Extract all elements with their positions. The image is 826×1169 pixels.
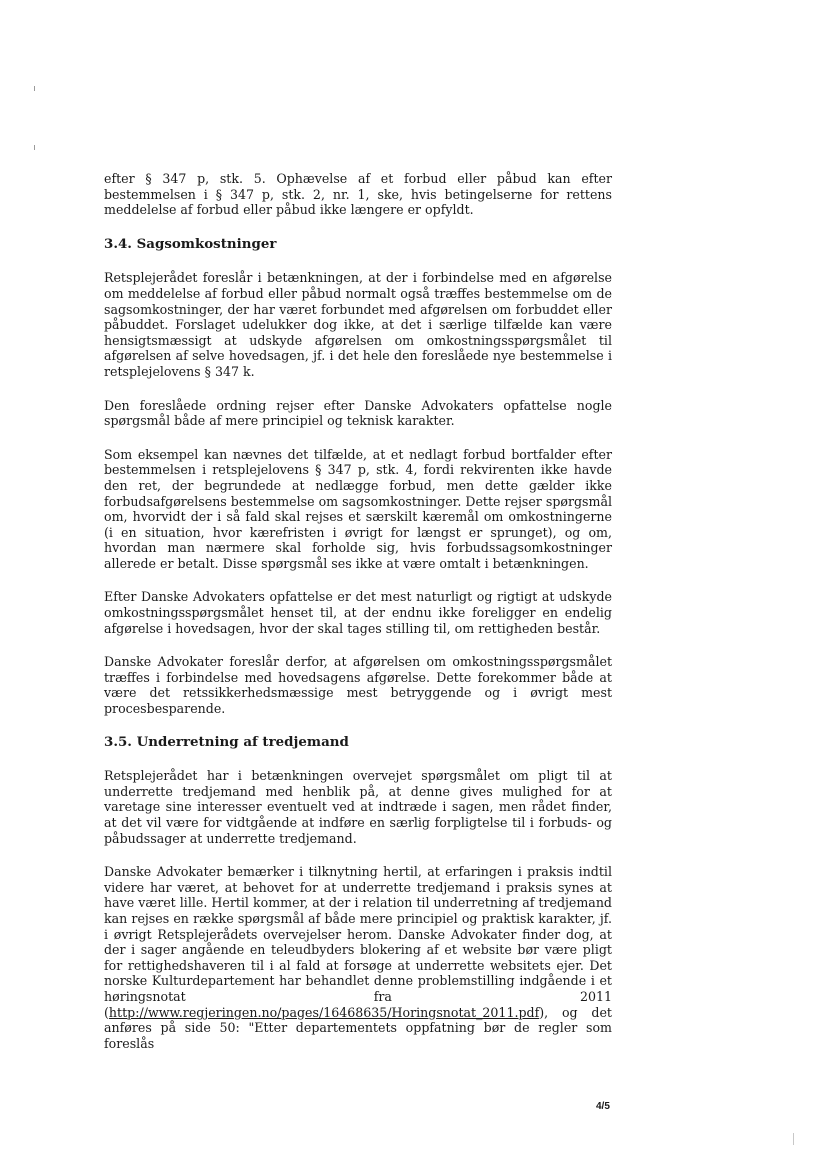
- section-heading-3-4: 3.4. Sagsomkostninger: [104, 235, 277, 252]
- paragraph: Danske Advokater foreslår derfor, at afgørelsen om omkostningsspørgsmålet træffes i forbindelse med hovedsagens afgørelse. Dette forekommer både at være det retssikkerhedsmæssige mest betryggende og i øvrigt mest procesbesparende.: [104, 654, 612, 717]
- reference-link[interactable]: http://www.regjeringen.no/pages/16468635/Horingsnotat_2011.pdf: [108, 1004, 540, 1020]
- document-body: [104, 171, 612, 1069]
- margin-mark: [793, 1133, 794, 1145]
- section-heading-3-5: 3.5. Underretning af tredjemand: [104, 733, 349, 750]
- paragraph: Den foreslåede ordning rejser efter Danske Advokaters opfattelse nogle spørgsmål både af mere principiel og teknisk karakter.: [104, 397, 612, 429]
- paragraph-text: Danske Advokater bemærker i tilknytning hertil, at erfaringen i praksis indtil videre har været, at behovet for at underrette tredjemand i praksis synes at have været lille. Hertil kommer, at der i relation til underretning af tredjemand kan rejses en række spørgsmål af både mere principiel og praktisk karakter, jf. i øvrigt Retsplejerådets overvejelser herom. Danske Advokater finder dog, at der i sager angående en teleudbyders blokering af et website bør være pligt for rettighedshaveren til i al fald at forsøge at underrette websitets ejer. Det norske Kulturdepartement har behandlet denne problemstilling indgående i et høringsnotat fra 2011 (: [104, 864, 612, 1020]
- page-number: 4/5: [596, 1101, 610, 1112]
- intro-paragraph: efter § 347 p, stk. 5. Ophævelse af et forbud eller påbud kan efter bestemmelsen i § 347 p, stk. 2, nr. 1, ske, hvis betingelserne for rettens meddelelse af forbud eller påbud ikke længere er opfyldt.: [104, 171, 612, 218]
- margin-mark: [34, 145, 35, 150]
- paragraph: Retsplejerådet har i betænkningen overvejet spørgsmålet om pligt til at underrette tredjemand med henblik på, at denne gives mulighed for at varetage sine interesser eventuelt ved at indtræde i sagen, men rådet finder, at det vil være for vidtgående at indføre en særlig forpligtelse til i forbuds- og påbudssager at underrette tredjemand.: [104, 768, 612, 846]
- margin-mark: [34, 86, 35, 91]
- paragraph: Efter Danske Advokaters opfattelse er det mest naturligt og rigtigt at udskyde omkostningsspørgsmålet henset til, at der endnu ikke foreligger en endelig afgørelse i hovedsagen, hvor der skal tages stilling til, om rettigheden består.: [104, 589, 612, 636]
- paragraph: Retsplejerådet foreslår i betænkningen, at der i forbindelse med en afgørelse om meddelelse af forbud eller påbud normalt også træffes bestemmelse om de sagsomkostninger, der har været forbundet med afgørelsen om forbuddet eller påbuddet. Forslaget udelukker dog ikke, at det i særlige tilfælde kan være hensigtsmæssigt at udskyde afgørelsen om omkostningsspørgsmålet til afgørelsen af selve hovedsagen, jf. i det hele den foreslåede nye bestemmelse i retsplejelovens § 347 k.: [104, 270, 612, 379]
- paragraph: Som eksempel kan nævnes det tilfælde, at et nedlagt forbud bortfalder efter bestemmelsen i retsplejelovens § 347 p, stk. 4, fordi rekvirenten ikke havde den ret, der begrundede at nedlægge forbud, men dette gælder ikke forbudsafgørelsens bestemmelse om sagsomkostninger. Dette rejser spørgsmål om, hvorvidt der i så fald skal rejses et særskilt kæremål om omkostningerne (i en situation, hvor kærefristen i øvrigt for længst er sprunget), og om, hvordan man nærmere skal forholde sig, hvis forbudssagsomkostninger allerede er betalt. Disse spørgsmål ses ikke at være omtalt i betænkningen.: [104, 446, 612, 571]
- paragraph-text: ), og det anføres på side 50: "Etter departementets oppfatning bør de regler som foreslås: [104, 1004, 612, 1051]
- paragraph-with-link: [104, 864, 612, 1051]
